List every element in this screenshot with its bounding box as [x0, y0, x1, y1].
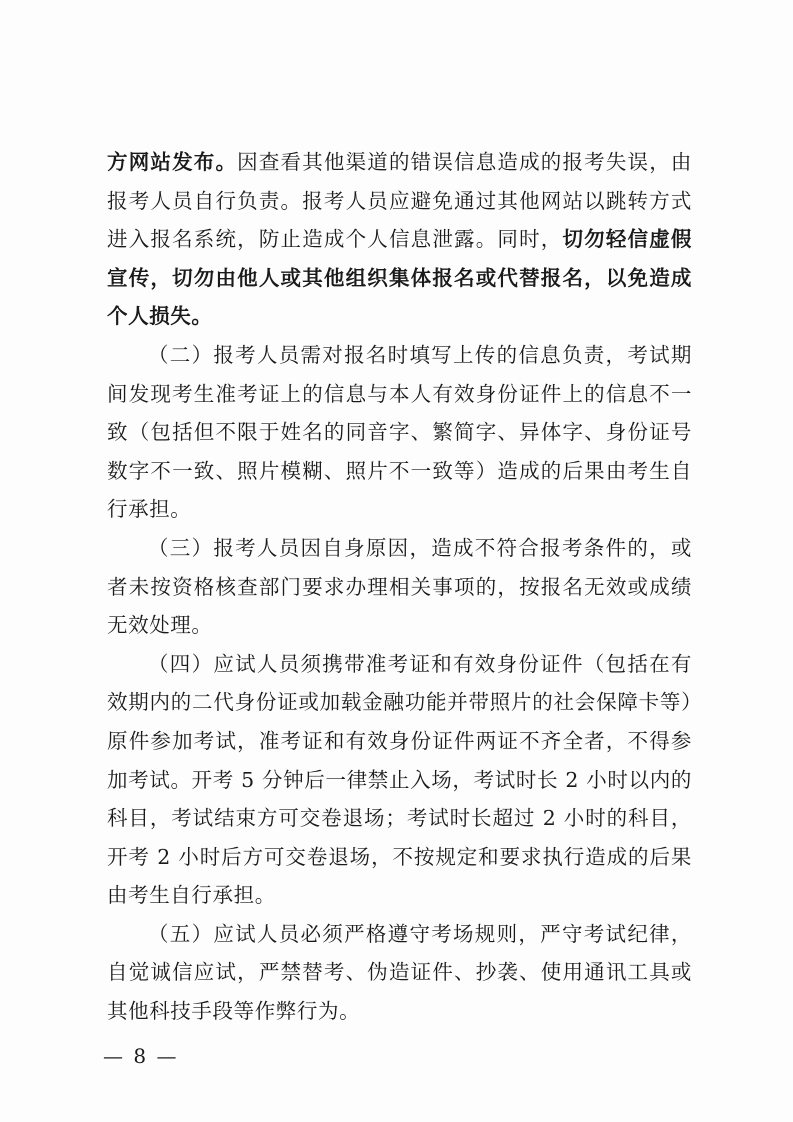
bold-text-run: 切勿轻信虚假宣传，切勿由他人或其他组织集体报名或代替报名，以免造成个人损失。: [107, 227, 692, 329]
paragraph: [107, 529, 692, 645]
paragraph: [107, 336, 692, 529]
page-number: — 8 —: [103, 1044, 179, 1068]
paragraph: [107, 143, 692, 336]
paragraph: [107, 645, 692, 915]
paragraph: [107, 915, 692, 1031]
text-run: （二）报考人员需对报名时填写上传的信息负责，考试期间发现考生准考证上的信息与本人有效身份证件上的信息不一致（包括但不限于姓名的同音字、繁简字、异体字、身份证号数字不一致、照片模糊、照片不一致等）造成的后果由考生自行承担。: [107, 342, 692, 522]
text-run: （四）应试人员须携带准考证和有效身份证件（包括在有效期内的二代身份证或加载金融功能并带照片的社会保障卡等）原件参加考试，准考证和有效身份证件两证不齐全者，不得参加考试。开考 5 分钟后一律禁止入场，考试时长 2 小时以内的科目，考试结束方可交卷退场；考试时长超过 2 小时的科目，开考 2 小时后方可交卷退场，不按规定和要求执行造成的后果由考生自行承担。: [107, 651, 692, 908]
text-run: （五）应试人员必须严格遵守考场规则，严守考试纪律，自觉诚信应试，严禁替考、伪造证件、抄袭、使用通讯工具或其他科技手段等作弊行为。: [107, 921, 692, 1024]
text-run: （三）报考人员因自身原因，造成不符合报考条件的，或者未按资格核查部门要求办理相关事项的，按报名无效或成绩无效处理。: [107, 535, 692, 638]
text-run: 因查看其他渠道的错误信息造成的报考失误，由报考人员自行负责。报考人员应避免通过其他网站以跳转方式进入报名系统，防止造成个人信息泄露。同时，: [107, 150, 692, 252]
document-body: [107, 143, 692, 1031]
bold-text-run: 方网站发布。: [107, 150, 238, 174]
